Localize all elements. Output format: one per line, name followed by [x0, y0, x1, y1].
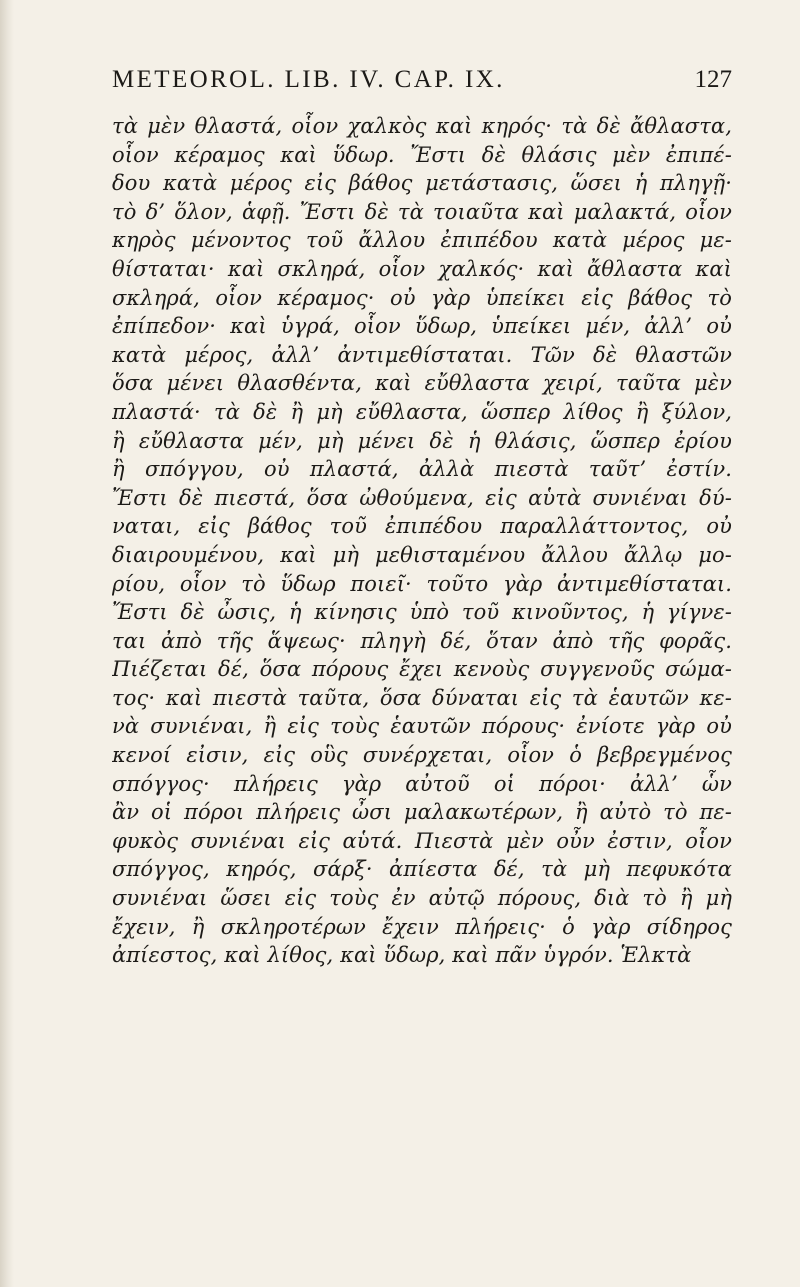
text-line: Ἔστι δὲ πιεστά, ὅσα ὠθούμενα, εἰς αὑτὰ συνιέναι δύ- — [112, 485, 732, 510]
text-line: νὰ συνιέναι, ἢ εἰς τοὺς ἑαυτῶν πόρους· ἐνίοτε γὰρ οὐ — [112, 714, 732, 739]
text-line: ἂν οἱ πόροι πλήρεις ὦσι μαλακωτέρων, ἢ αὐτὸ τὸ πε- — [112, 800, 732, 825]
text-line: συνιέναι ὥσει εἰς τοὺς ἐν αὐτῷ πόρους, διὰ τὸ ἢ μὴ — [112, 886, 732, 911]
text-line: οἷον κέραμος καὶ ὕδωρ. Ἔστι δὲ θλάσις μὲν ἐπιπέ- — [112, 142, 732, 167]
text-line: πλαστά· τὰ δὲ ἢ μὴ εὔθλαστα, ὥσπερ λίθος ἢ ξύλον, — [112, 399, 732, 424]
text-line: ται ἀπὸ τῆς ἅψεως· πληγὴ δέ, ὅταν ἀπὸ τῆς φορᾶς. — [112, 628, 732, 653]
text-line: τὸ δ’ ὅλον, ἁφῇ. Ἔστι δὲ τὰ τοιαῦτα καὶ μαλακτά, οἷον — [112, 199, 732, 224]
page-binding-shadow — [0, 0, 14, 1287]
running-head — [112, 66, 732, 102]
text-line: ναται, εἰς βάθος τοῦ ἐπιπέδου παραλλάττοντος, οὐ — [112, 514, 732, 539]
running-title: METEOROL. LIB. IV. CAP. IX. — [112, 66, 505, 93]
text-line: ἔχειν, ἢ σκληροτέρων ἔχειν πλήρεις· ὁ γὰρ σίδηρος — [112, 914, 732, 939]
text-line: τὰ μὲν θλαστά, οἷον χαλκὸς καὶ κηρός· τὰ δὲ ἄθλαστα, — [112, 114, 732, 138]
text-line: ὅσα μένει θλασθέντα, καὶ εὔθλαστα χειρί, ταῦτα μὲν — [112, 371, 732, 396]
text-line: τος· καὶ πιεστὰ ταῦτα, ὅσα δύναται εἰς τὰ ἑαυτῶν κε- — [112, 685, 732, 710]
text-line: σπόγγος· πλήρεις γὰρ αὐτοῦ οἱ πόροι· ἀλλ’ ὧν — [112, 771, 732, 796]
text-line: διαιρουμένου, καὶ μὴ μεθισταμένου ἄλλου ἄλλῳ μο- — [112, 542, 732, 567]
text-line: Πιέζεται δέ, ὅσα πόρους ἔχει κενοὺς συγγενοῦς σώμα- — [112, 657, 732, 682]
text-line: θίσταται· καὶ σκληρά, οἷον χαλκός· καὶ ἄθλαστα καὶ — [112, 256, 732, 281]
text-line: σκληρά, οἷον κέραμος· οὐ γὰρ ὑπείκει εἰς βάθος τὸ — [112, 285, 732, 310]
text-line: φυκὸς συνιέναι εἰς αὑτά. Πιεστὰ μὲν οὖν ἐστιν, οἷον — [112, 828, 732, 853]
text-line: κατὰ μέρος, ἀλλ’ ἀντιμεθίσταται. Τῶν δὲ θλαστῶν — [112, 342, 732, 367]
text-line: ἐπίπεδον· καὶ ὑγρά, οἷον ὕδωρ, ὑπείκει μέν, ἀλλ’ οὐ — [112, 314, 732, 339]
text-line: ρίου, οἷον τὸ ὕδωρ ποιεῖ· τοῦτο γὰρ ἀντιμεθίσταται. — [112, 571, 732, 596]
text-line: κενοί εἰσιν, εἰς οὓς συνέρχεται, οἷον ὁ βεβρεγμένος — [112, 743, 732, 768]
page-number: 127 — [694, 66, 732, 93]
text-line: κηρὸς μένοντος τοῦ ἄλλου ἐπιπέδου κατὰ μέρος με- — [112, 228, 732, 253]
text-line: σπόγγος, κηρός, σάρξ· ἀπίεστα δέ, τὰ μὴ πεφυκότα — [112, 857, 732, 882]
text-line: ἢ εὔθλαστα μέν, μὴ μένει δὲ ἡ θλάσις, ὥσπερ ἐρίου — [112, 428, 732, 453]
text-line: ἀπίεστος, καὶ λίθος, καὶ ὕδωρ, καὶ πᾶν ὑγρόν. Ἑλκτὰ — [112, 943, 692, 968]
text-line: δου κατὰ μέρος εἰς βάθος μετάστασις, ὥσει ἡ πληγῇ· — [112, 171, 732, 196]
text-line: ἢ σπόγγου, οὐ πλαστά, ἀλλὰ πιεστὰ ταῦτ’ ἐστίν. — [112, 457, 732, 482]
text-line: Ἔστι δὲ ὦσις, ἡ κίνησις ὑπὸ τοῦ κινοῦντος, ἡ γίγνε- — [112, 600, 732, 625]
body-text — [112, 112, 732, 1232]
